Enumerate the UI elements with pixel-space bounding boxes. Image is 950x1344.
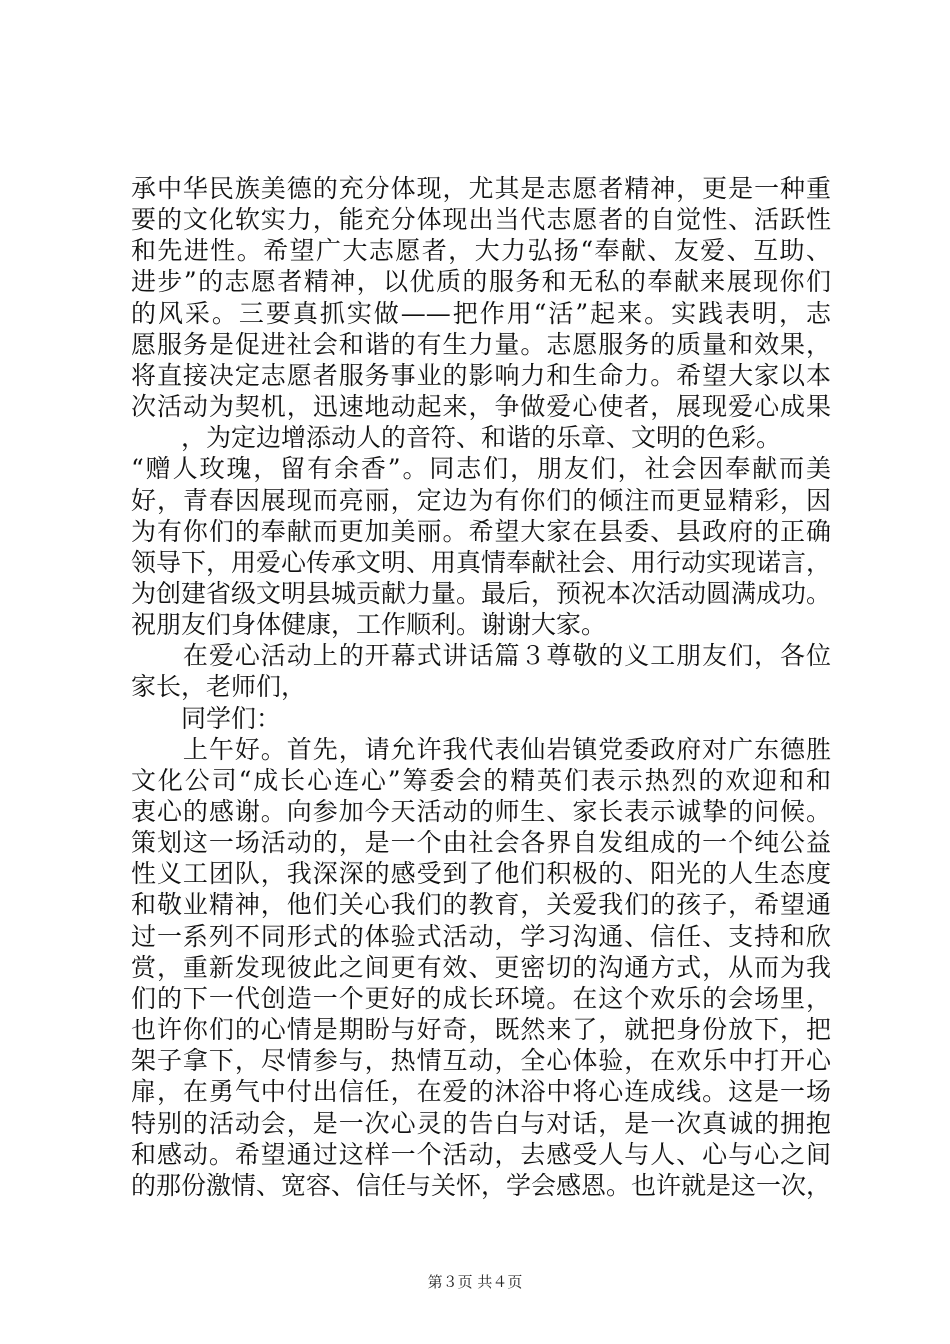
text-line: 和感动。希望通过这样一个活动，去感受人与人、心与心之间 (131, 1139, 831, 1169)
text-line: 也许你们的心情是期盼与好奇，既然来了，就把身份放下，把 (131, 1015, 831, 1045)
text-line: 为创建省级文明县城贡献力量。最后，预祝本次活动圆满成功。 (131, 578, 831, 608)
text-line: “赠人玫瑰，留有余香”。同志们，朋友们，社会因奉献而美 (131, 454, 831, 484)
text-line: 性义工团队，我深深的感受到了他们积极的、阳光的人生态度 (131, 859, 831, 889)
text-line: 祝朋友们身体健康，工作顺利。谢谢大家。 (131, 610, 607, 640)
text-line: 的风采。三要真抓实做——把作用“活”起来。实践表明，志 (131, 298, 831, 328)
text-line: 们的下一代创造一个更好的成长环境。在这个欢乐的会场里， (131, 983, 831, 1013)
text-line: 和先进性。希望广大志愿者，大力弘扬“奉献、友爱、互助、 (131, 236, 831, 266)
text-line: 的那份激情、宽容、信任与关怀，学会感恩。也许就是这一次， (131, 1170, 831, 1200)
text-line: 进步”的志愿者精神，以优质的服务和无私的奉献来展现你们 (131, 267, 831, 297)
text-line: 扉，在勇气中付出信任，在爱的沐浴中将心连成线。这是一场 (131, 1077, 831, 1107)
text-line: 策划这一场活动的，是一个由社会各界自发组成的一个纯公益 (131, 828, 831, 858)
text-line: 为有你们的奉献而更加美丽。希望大家在县委、县政府的正确 (131, 516, 831, 546)
text-line: 好，青春因展现而亮丽，定边为有你们的倾注而更显精彩，因 (131, 485, 831, 515)
text-line: 过一系列不同形式的体验式活动，学习沟通、信任、支持和欣 (131, 921, 831, 951)
text-line: 次活动为契机，迅速地动起来，争做爱心使者，展现爱心成果 (131, 392, 831, 422)
text-line: 家长，老师们， (131, 672, 307, 702)
text-line: ，为定边增添动人的音符、和谐的乐章、文明的色彩。 (131, 423, 782, 453)
text-line: 同学们： (131, 703, 282, 733)
text-line: 愿服务是促进社会和谐的有生力量。志愿服务的质量和效果， (131, 329, 831, 359)
text-line: 架子拿下，尽情参与，热情互动，全心体验，在欢乐中打开心 (131, 1046, 831, 1076)
text-line: 在爱心活动上的开幕式讲话篇３尊敬的义工朋友们，各位 (131, 641, 831, 671)
text-line: 衷心的感谢。向参加今天活动的师生、家长表示诚挚的问候。 (131, 797, 831, 826)
text-line: 赏，重新发现彼此之间更有效、更密切的沟通方式，从而为我 (131, 952, 831, 982)
text-line: 特别的活动会，是一次心灵的告白与对话，是一次真诚的拥抱 (131, 1108, 831, 1138)
text-line: 领导下，用爱心传承文明、用真情奉献社会、用行动实现诺言， (131, 547, 831, 577)
text-line: 和敬业精神，他们关心我们的教育，关爱我们的孩子，希望通 (131, 890, 831, 920)
text-line: 将直接决定志愿者服务事业的影响力和生命力。希望大家以本 (131, 360, 831, 390)
text-line: 要的文化软实力，能充分体现出当代志愿者的自觉性、活跃性 (131, 205, 831, 235)
page-footer: 第３页 共４页 (427, 1273, 523, 1291)
text-line: 承中华民族美德的充分体现，尤其是志愿者精神，更是一种重 (131, 174, 831, 203)
text-line: 文化公司“成长心连心”筹委会的精英们表示热烈的欢迎和和 (131, 765, 831, 795)
text-line: 上午好。首先，请允许我代表仙岩镇党委政府对广东德胜 (131, 734, 831, 764)
